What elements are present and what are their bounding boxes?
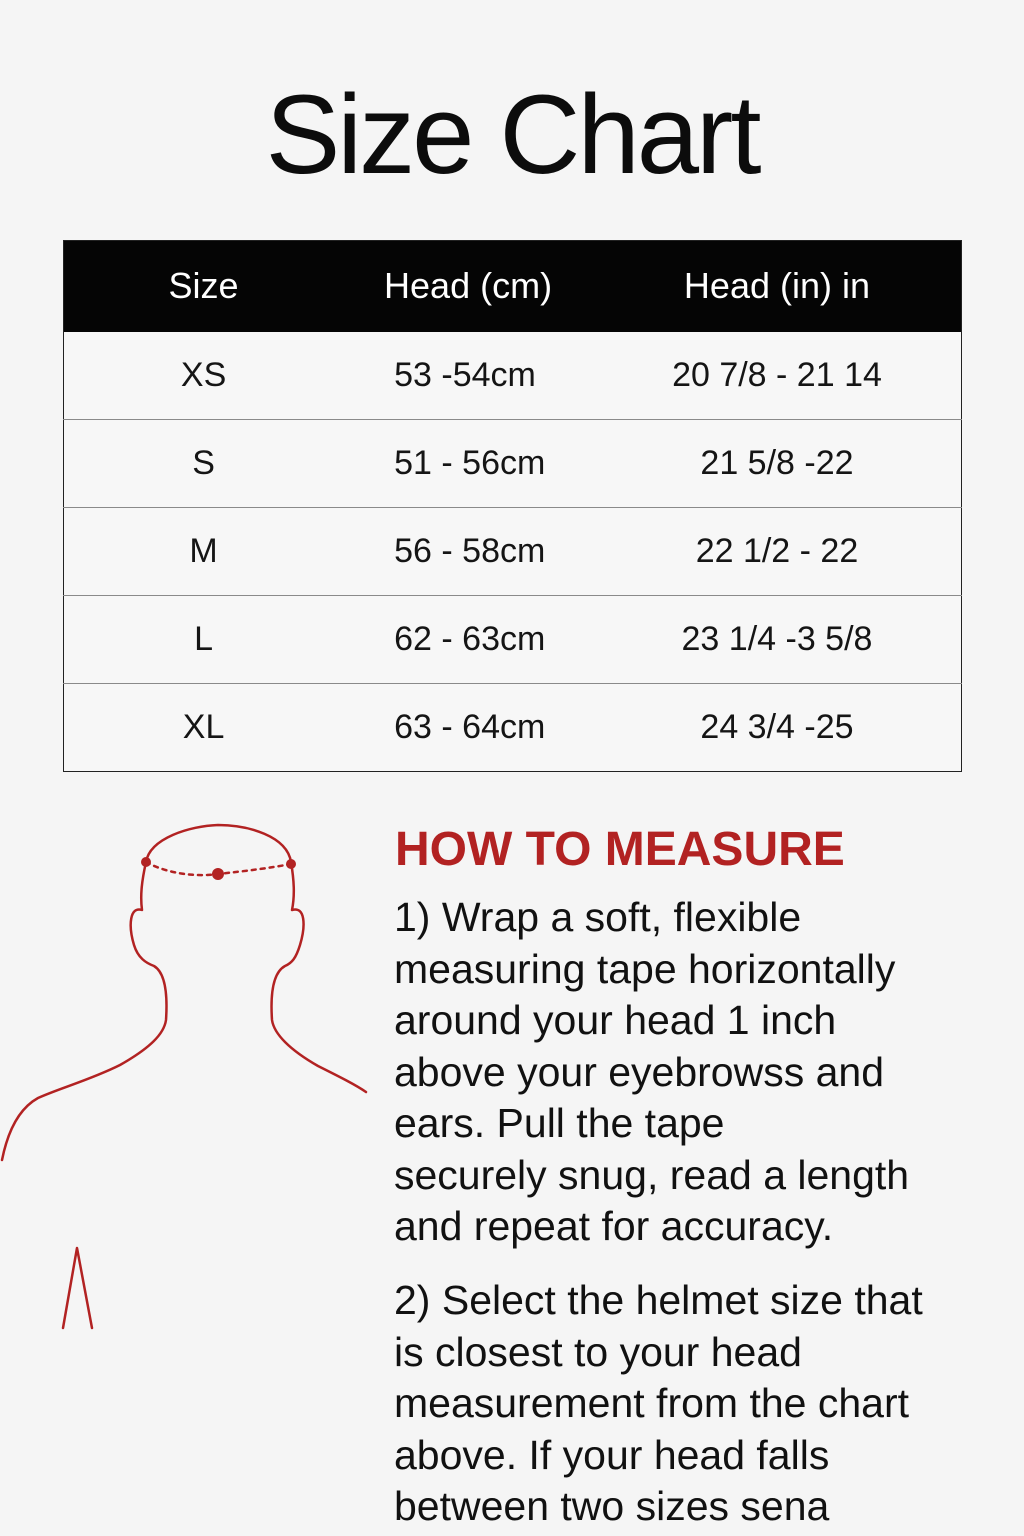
column-header-size: Size xyxy=(64,241,344,332)
table-row xyxy=(64,684,962,772)
column-header-head-cm: Head (cm) xyxy=(343,241,593,332)
cell-head-cm: 63 - 64cm xyxy=(343,684,593,772)
table-row xyxy=(64,596,962,684)
measure-step-1: 1) Wrap a soft, flexible measuring tape horizontally around your head 1 inch above your eyebrowss and ears. Pull the tape securely snug, read a length and repeat for accuracy. xyxy=(394,894,910,1249)
cell-head-cm: 56 - 58cm xyxy=(343,508,593,596)
cell-size: S xyxy=(64,420,344,508)
cell-size: XS xyxy=(180,355,227,394)
cell-size: M xyxy=(64,508,344,596)
cell-size: XL xyxy=(64,684,344,772)
cell-head-cm: 51 - 56cm xyxy=(343,420,593,508)
cell-head-in: 21 5/8 -22 xyxy=(593,420,962,508)
how-to-measure-heading: HOW TO MEASURE xyxy=(395,823,845,876)
head-measure-figure-icon xyxy=(0,800,380,1360)
measure-point-center xyxy=(212,868,224,880)
measure-point-right xyxy=(286,859,296,869)
measure-step-2: 2) Select the helmet size that is closest to your head measurement from the chart above. If your head falls between two sizes sena xyxy=(394,1277,923,1529)
head-outline xyxy=(146,825,366,1092)
size-table xyxy=(63,240,962,772)
table-row xyxy=(64,420,962,508)
table-row xyxy=(64,508,962,596)
column-header-head-in: Head (in) in xyxy=(593,241,962,332)
cell-head-in: 24 3/4 -25 xyxy=(593,684,962,772)
table-row xyxy=(64,332,962,420)
cell-head-in: 23 1/4 -3 5/8 xyxy=(593,596,962,684)
cell-head-cm: 53 -54cm xyxy=(394,355,536,394)
page-title: Size Chart xyxy=(265,72,759,197)
table-header-row xyxy=(64,241,962,332)
cell-head-in: 20 7/8 - 21 14 xyxy=(672,355,882,394)
cell-size: L xyxy=(64,596,344,684)
measure-point-left xyxy=(141,857,151,867)
cell-head-in: 22 1/2 - 22 xyxy=(593,508,962,596)
arm-line xyxy=(63,1248,92,1328)
cell-head-cm: 62 - 63cm xyxy=(343,596,593,684)
shoulder-outline xyxy=(2,862,167,1160)
